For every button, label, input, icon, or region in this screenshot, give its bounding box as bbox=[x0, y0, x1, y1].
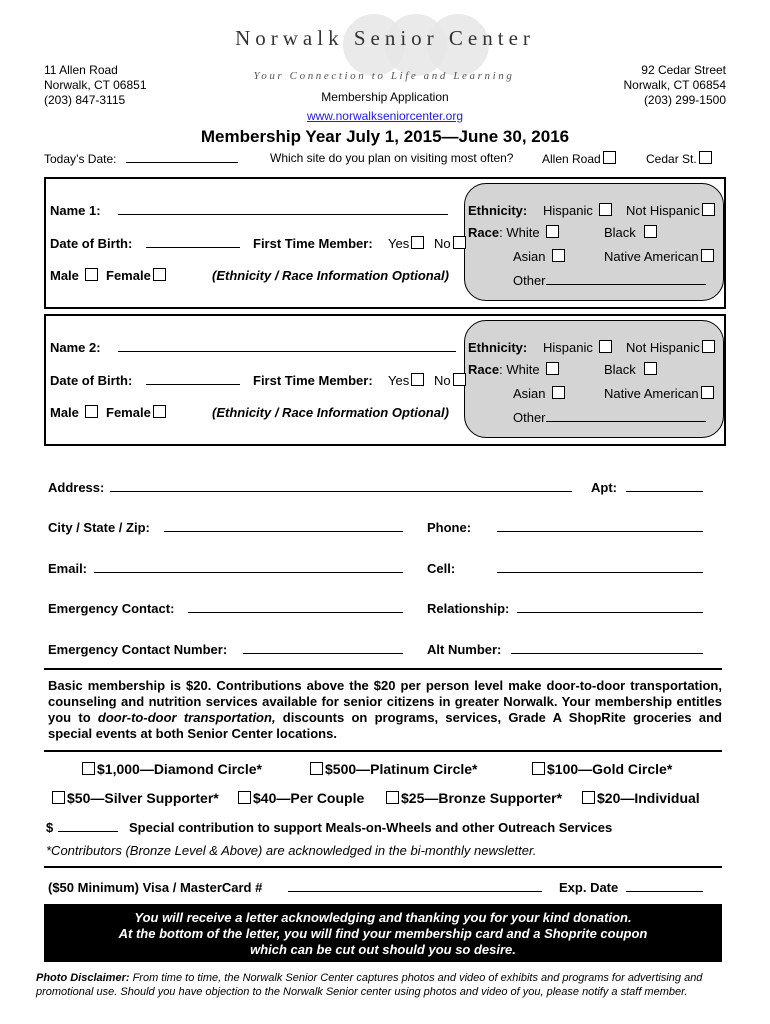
checkbox[interactable] bbox=[85, 405, 98, 418]
card-input[interactable] bbox=[288, 880, 542, 892]
race1-white[interactable]: Race: White bbox=[468, 225, 561, 240]
race2-black[interactable] bbox=[604, 362, 659, 377]
name1-label: Name 1: bbox=[50, 203, 101, 218]
race2-native[interactable] bbox=[604, 386, 716, 401]
membership-paragraph bbox=[48, 678, 722, 742]
race2-asian[interactable] bbox=[513, 386, 567, 401]
form-name: Membership Application bbox=[321, 90, 449, 104]
site-question: Which site do you plan on visiting most often? bbox=[270, 151, 514, 165]
contributors-note: *Contributors (Bronze Level & Above) are acknowledged in the bi-monthly newsletter. bbox=[46, 843, 537, 858]
checkbox[interactable] bbox=[85, 268, 98, 281]
checkbox[interactable] bbox=[701, 386, 714, 399]
black-label: Black bbox=[604, 225, 636, 240]
todays-date-label: Today’s Date: bbox=[44, 152, 117, 166]
tagline: Your Connection to Life and Learning bbox=[253, 70, 515, 82]
para-text: Basic membership is $20. Contributions above the $20 per person level make door-to-door transportation, counseling and nutrition services available for senior citizens in greater Norwalk. Your membership entitles you to bbox=[48, 678, 722, 725]
diamond-option[interactable] bbox=[80, 761, 262, 777]
site-allen-label: Allen Road bbox=[542, 152, 601, 166]
other-label: Other bbox=[513, 410, 546, 425]
emergency-number-input[interactable] bbox=[243, 642, 403, 654]
female1-option[interactable] bbox=[106, 268, 168, 283]
email-input[interactable] bbox=[94, 561, 403, 573]
address-input[interactable] bbox=[110, 480, 572, 492]
cell-input[interactable] bbox=[497, 561, 703, 573]
phone-label: Phone: bbox=[427, 520, 472, 535]
site-allen-checkbox[interactable] bbox=[603, 151, 616, 164]
male-label: Male bbox=[50, 405, 79, 420]
name1-input[interactable] bbox=[118, 203, 448, 215]
female-label: Female bbox=[106, 405, 151, 420]
address-line: Norwalk, CT 06851 bbox=[44, 78, 147, 92]
notice-box bbox=[44, 904, 722, 962]
bronze-option[interactable] bbox=[384, 790, 562, 806]
checkbox[interactable] bbox=[552, 386, 565, 399]
page-title: Membership Year July 1, 2015—June 30, 2016 bbox=[200, 127, 570, 146]
male1-option[interactable] bbox=[50, 268, 100, 283]
first-time2-no[interactable] bbox=[434, 373, 468, 388]
platinum-option[interactable] bbox=[308, 761, 478, 777]
asian-label: Asian bbox=[513, 249, 546, 264]
white-label: White bbox=[506, 225, 540, 240]
address-line: (203) 847-3115 bbox=[44, 93, 126, 107]
checkbox[interactable] bbox=[310, 762, 323, 775]
not-hispanic-label: Not Hispanic bbox=[626, 340, 700, 355]
male-label: Male bbox=[50, 268, 79, 283]
checkbox[interactable] bbox=[532, 762, 545, 775]
race-label: Race bbox=[468, 362, 500, 377]
first-time2-label: First Time Member: bbox=[253, 373, 373, 388]
couple-option[interactable] bbox=[236, 790, 364, 806]
site-allen-option[interactable] bbox=[542, 151, 618, 166]
native-american-label: Native American bbox=[604, 249, 699, 264]
checkbox[interactable] bbox=[238, 791, 251, 804]
phone-input[interactable] bbox=[497, 520, 703, 532]
address-line: (203) 299-1500 bbox=[643, 93, 726, 107]
checkbox[interactable] bbox=[702, 340, 715, 353]
dob1-input[interactable] bbox=[146, 236, 240, 248]
checkbox[interactable] bbox=[153, 268, 166, 281]
disclaimer-text: From time to time, the Norwalk Senior Center captures photos and video of exhibits and programs for advertising and promotional use. Should you have objection to the Norwalk Senior center using photos and video of you, please notify a staff member. bbox=[36, 972, 703, 998]
divider bbox=[44, 750, 722, 752]
org-name: Norwalk Senior Center bbox=[235, 26, 535, 50]
female-label: Female bbox=[106, 268, 151, 283]
website-link[interactable]: www.norwalkseniorcenter.org bbox=[306, 109, 464, 123]
relationship-label: Relationship: bbox=[427, 601, 510, 616]
exp-input[interactable] bbox=[626, 880, 703, 892]
para-italic: door-to-door transportation, bbox=[97, 710, 276, 725]
silver-label: $50—Silver Supporter* bbox=[67, 790, 219, 806]
notice-line: which can be cut out should you so desire. bbox=[250, 942, 516, 957]
special-contribution-label: Special contribution to support Meals-on-Wheels and other Outreach Services bbox=[129, 820, 613, 835]
silver-option[interactable] bbox=[50, 790, 219, 806]
white-label: White bbox=[506, 362, 540, 377]
name2-input[interactable] bbox=[118, 340, 456, 352]
checkbox[interactable] bbox=[644, 225, 657, 238]
alt-number-label: Alt Number: bbox=[427, 642, 502, 657]
race2-white[interactable]: Race: White bbox=[468, 362, 561, 377]
race1-black[interactable] bbox=[604, 225, 659, 240]
yes-label: Yes bbox=[388, 373, 410, 388]
hispanic1-option[interactable] bbox=[543, 203, 614, 218]
checkbox[interactable] bbox=[582, 791, 595, 804]
emergency-input[interactable] bbox=[188, 601, 403, 613]
exp-label: Exp. Date bbox=[559, 880, 619, 895]
address-line: 11 Allen Road bbox=[44, 63, 118, 77]
not-hispanic1-option[interactable] bbox=[626, 203, 717, 218]
logo bbox=[215, 18, 555, 68]
email-label: Email: bbox=[48, 561, 88, 576]
no-label: No bbox=[434, 373, 451, 388]
ethnicity1-label: Ethnicity: bbox=[468, 203, 528, 218]
checkbox[interactable] bbox=[644, 362, 657, 375]
checkbox[interactable] bbox=[386, 791, 399, 804]
checkbox[interactable] bbox=[546, 225, 559, 238]
checkbox[interactable] bbox=[52, 791, 65, 804]
diamond-label: $1,000—Diamond Circle* bbox=[97, 761, 262, 777]
hispanic-label: Hispanic bbox=[543, 203, 593, 218]
race1-native[interactable] bbox=[604, 249, 716, 264]
disclaimer-label: Photo Disclaimer: bbox=[36, 972, 130, 984]
address-line: 92 Cedar Street bbox=[641, 63, 726, 77]
optional-note: (Ethnicity / Race Information Optional) bbox=[212, 405, 449, 420]
optional-note: (Ethnicity / Race Information Optional) bbox=[212, 268, 449, 283]
bronze-label: $25—Bronze Supporter* bbox=[401, 790, 563, 806]
not-hispanic-label: Not Hispanic bbox=[626, 203, 700, 218]
first-time1-label: First Time Member: bbox=[253, 236, 373, 251]
asian-label: Asian bbox=[513, 386, 546, 401]
gold-label: $100—Gold Circle* bbox=[547, 761, 673, 777]
site-cedar-option[interactable] bbox=[646, 151, 714, 166]
individual-option[interactable] bbox=[580, 790, 700, 806]
checkbox[interactable] bbox=[546, 362, 559, 375]
emergency-number-label: Emergency Contact Number: bbox=[48, 642, 228, 657]
native-american-label: Native American bbox=[604, 386, 699, 401]
city-input[interactable] bbox=[164, 520, 403, 532]
hispanic2-option[interactable] bbox=[543, 340, 614, 355]
first-time1-no[interactable] bbox=[434, 236, 468, 251]
city-label: City / State / Zip: bbox=[48, 520, 150, 535]
checkbox[interactable] bbox=[411, 236, 424, 249]
special-amount-input[interactable] bbox=[58, 820, 118, 832]
no-label: No bbox=[434, 236, 451, 251]
divider bbox=[44, 668, 722, 670]
apt-label: Apt: bbox=[591, 480, 617, 495]
site-cedar-label: Cedar St. bbox=[646, 152, 697, 166]
male2-option[interactable] bbox=[50, 405, 100, 420]
todays-date-field[interactable] bbox=[44, 151, 238, 166]
ethnicity2-label: Ethnicity: bbox=[468, 340, 528, 355]
race1-other[interactable] bbox=[513, 273, 706, 288]
race-label: Race bbox=[468, 225, 500, 240]
female2-option[interactable] bbox=[106, 405, 168, 420]
race1-asian[interactable] bbox=[513, 249, 567, 264]
first-time1-yes[interactable] bbox=[388, 236, 426, 251]
first-time2-yes[interactable] bbox=[388, 373, 426, 388]
dollar-sign: $ bbox=[46, 820, 54, 835]
divider bbox=[44, 866, 722, 868]
checkbox[interactable] bbox=[453, 236, 466, 249]
emergency-label: Emergency Contact: bbox=[48, 601, 175, 616]
checkbox[interactable] bbox=[453, 373, 466, 386]
couple-label: $40—Per Couple bbox=[253, 790, 365, 806]
checkbox[interactable] bbox=[153, 405, 166, 418]
card-label: ($50 Minimum) Visa / MasterCard # bbox=[48, 880, 263, 895]
name2-label: Name 2: bbox=[50, 340, 101, 355]
black-label: Black bbox=[604, 362, 636, 377]
address-label: Address: bbox=[48, 480, 105, 495]
alt-number-input[interactable] bbox=[511, 642, 703, 654]
individual-label: $20—Individual bbox=[597, 790, 700, 806]
notice-line: You will receive a letter acknowledging and thanking you for your kind donation. bbox=[134, 910, 632, 925]
apt-input[interactable] bbox=[626, 480, 703, 492]
not-hispanic2-option[interactable] bbox=[626, 340, 717, 355]
checkbox[interactable] bbox=[552, 249, 565, 262]
checkbox[interactable] bbox=[411, 373, 424, 386]
other-label: Other bbox=[513, 273, 546, 288]
cell-label: Cell: bbox=[427, 561, 456, 576]
dob2-input[interactable] bbox=[146, 373, 240, 385]
photo-disclaimer bbox=[36, 971, 736, 999]
checkbox[interactable] bbox=[599, 340, 612, 353]
checkbox[interactable] bbox=[82, 762, 95, 775]
dob2-label: Date of Birth: bbox=[50, 373, 133, 388]
hispanic-label: Hispanic bbox=[543, 340, 593, 355]
platinum-label: $500—Platinum Circle* bbox=[325, 761, 478, 777]
site-cedar-checkbox[interactable] bbox=[699, 151, 712, 164]
gold-option[interactable] bbox=[530, 761, 672, 777]
address-line: Norwalk, CT 06854 bbox=[623, 78, 726, 92]
yes-label: Yes bbox=[388, 236, 410, 251]
notice-line: At the bottom of the letter, you will find your membership card and a Shoprite coupon bbox=[118, 926, 648, 941]
checkbox[interactable] bbox=[701, 249, 714, 262]
relationship-input[interactable] bbox=[517, 601, 703, 613]
para-text: discounts on programs, services, Grade A ShopRite groceries and special events at both Senior Center locations. bbox=[48, 710, 723, 741]
dob1-label: Date of Birth: bbox=[50, 236, 133, 251]
checkbox[interactable] bbox=[599, 203, 612, 216]
checkbox[interactable] bbox=[702, 203, 715, 216]
race2-other[interactable] bbox=[513, 410, 706, 425]
